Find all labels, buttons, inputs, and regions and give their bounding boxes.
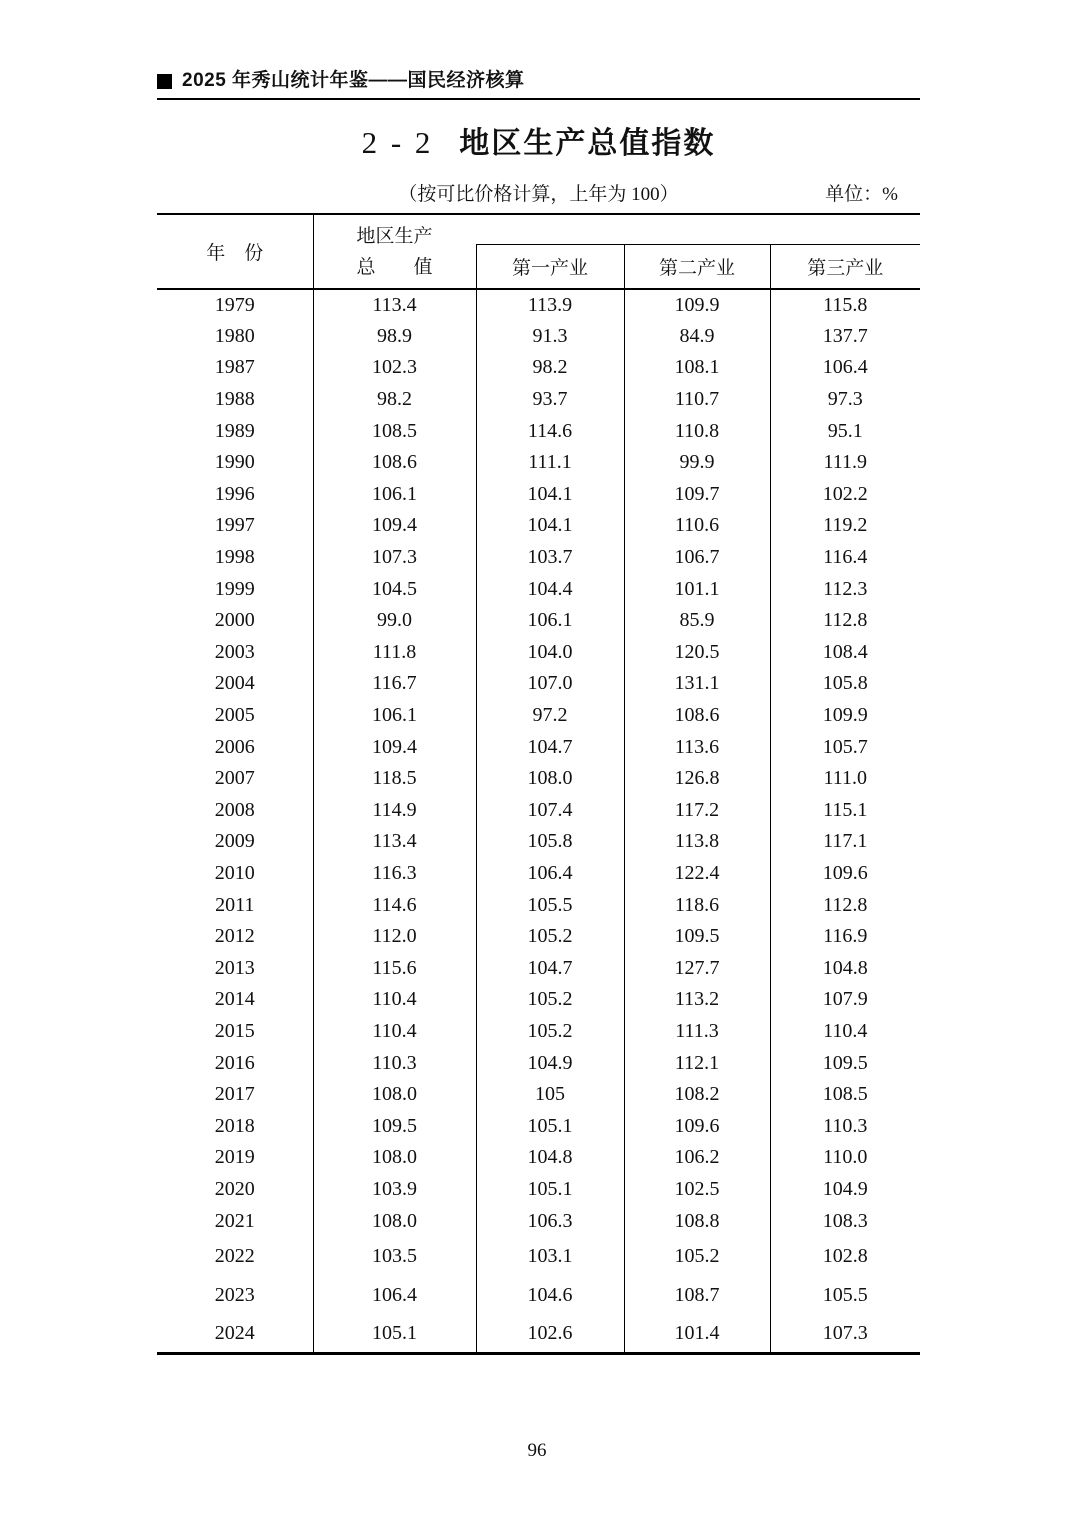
table-row [157, 700, 920, 732]
index-value-cell: 91.3 [476, 321, 624, 353]
industries-header-spacer [476, 214, 920, 244]
index-value-cell: 106.3 [476, 1205, 624, 1237]
index-value-cell: 104.8 [770, 952, 920, 984]
index-value-cell: 106.4 [770, 352, 920, 384]
index-value-cell: 105.1 [476, 1174, 624, 1206]
index-value-cell: 105.5 [770, 1276, 920, 1315]
table-row [157, 1315, 920, 1354]
index-value-cell: 115.1 [770, 795, 920, 827]
index-value-cell: 111.0 [770, 763, 920, 795]
table-row [157, 795, 920, 827]
year-cell: 2015 [214, 1019, 255, 1042]
index-value-cell: 93.7 [476, 384, 624, 416]
index-value-cell: 109.9 [624, 289, 770, 321]
page-content [157, 0, 920, 1355]
index-value-cell: 114.6 [476, 415, 624, 447]
table-row [157, 1016, 920, 1048]
table-row [157, 1205, 920, 1237]
table-body [157, 289, 920, 1354]
index-value-cell: 109.4 [313, 510, 476, 542]
year-cell: 2012 [214, 925, 255, 948]
index-value-cell: 126.8 [624, 763, 770, 795]
year-cell: 1979 [214, 293, 255, 316]
year-cell: 2000 [214, 609, 255, 632]
year-cell: 1990 [214, 451, 255, 474]
index-value-cell: 108.1 [624, 352, 770, 384]
table-row [157, 1174, 920, 1206]
table-row [157, 984, 920, 1016]
index-value-cell: 114.6 [313, 889, 476, 921]
index-value-cell: 98.2 [313, 384, 476, 416]
table-row [157, 858, 920, 890]
index-value-cell: 103.9 [313, 1174, 476, 1206]
col-header-primary-industry: 第一产业 [476, 244, 624, 289]
table-row [157, 321, 920, 353]
index-value-cell: 131.1 [624, 668, 770, 700]
year-cell: 2016 [214, 1051, 255, 1074]
index-value-cell: 105.7 [770, 731, 920, 763]
index-value-cell: 109.9 [770, 700, 920, 732]
index-value-cell: 110.3 [313, 1047, 476, 1079]
year-cell: 2010 [214, 861, 255, 884]
index-value-cell: 110.4 [313, 1016, 476, 1048]
index-value-cell: 105.1 [476, 1110, 624, 1142]
table-row [157, 731, 920, 763]
index-value-cell: 109.4 [313, 731, 476, 763]
col-header-tertiary-industry: 第三产业 [770, 244, 920, 289]
index-value-cell: 107.9 [770, 984, 920, 1016]
running-head-rule [157, 98, 920, 100]
table-row [157, 668, 920, 700]
subtitle-row [157, 182, 920, 208]
index-value-cell: 109.7 [624, 479, 770, 511]
index-value-cell: 105.8 [770, 668, 920, 700]
index-value-cell: 104.8 [476, 1142, 624, 1174]
index-value-cell: 108.8 [624, 1205, 770, 1237]
index-value-cell: 104.9 [770, 1174, 920, 1206]
index-value-cell: 105.2 [624, 1237, 770, 1276]
table-number: 2 - 2 [361, 125, 434, 160]
col-header-grp-line2: 总 值 [356, 256, 433, 278]
index-value-cell: 102.2 [770, 479, 920, 511]
index-value-cell: 112.0 [313, 921, 476, 953]
table-row [157, 1110, 920, 1142]
index-value-cell: 112.1 [624, 1047, 770, 1079]
index-value-cell: 110.0 [770, 1142, 920, 1174]
index-value-cell: 84.9 [624, 321, 770, 353]
index-value-cell: 110.8 [624, 415, 770, 447]
index-value-cell: 108.0 [313, 1079, 476, 1111]
index-value-cell: 106.7 [624, 542, 770, 574]
index-value-cell: 108.0 [313, 1205, 476, 1237]
table-row [157, 921, 920, 953]
index-value-cell: 116.7 [313, 668, 476, 700]
index-value-cell: 115.6 [313, 952, 476, 984]
col-header-secondary-industry: 第二产业 [624, 244, 770, 289]
grp-index-table [157, 213, 920, 1355]
index-value-cell: 110.4 [313, 984, 476, 1016]
col-header-grp-total [313, 214, 476, 289]
index-value-cell: 103.7 [476, 542, 624, 574]
square-bullet-icon [157, 74, 172, 89]
year-cell: 1999 [214, 577, 255, 600]
index-value-cell: 105.2 [476, 984, 624, 1016]
table-row [157, 1276, 920, 1315]
year-cell: 2021 [214, 1209, 255, 1232]
index-value-cell: 104.7 [476, 731, 624, 763]
index-value-cell: 119.2 [770, 510, 920, 542]
index-value-cell: 105.8 [476, 826, 624, 858]
index-value-cell: 122.4 [624, 858, 770, 890]
col-header-year: 年 份 [157, 214, 313, 289]
running-head-title: 2025 年秀山统计年鉴——国民经济核算 [182, 70, 525, 91]
index-value-cell: 118.5 [313, 763, 476, 795]
table-row [157, 826, 920, 858]
table-row [157, 1079, 920, 1111]
index-value-cell: 101.1 [624, 573, 770, 605]
year-cell: 1988 [214, 388, 255, 411]
year-cell: 2022 [214, 1244, 255, 1267]
table-row [157, 447, 920, 479]
year-cell: 1980 [214, 324, 255, 347]
index-value-cell: 106.1 [476, 605, 624, 637]
year-cell: 2019 [214, 1146, 255, 1169]
index-value-cell: 109.6 [624, 1110, 770, 1142]
index-value-cell: 111.1 [476, 447, 624, 479]
index-value-cell: 108.3 [770, 1205, 920, 1237]
index-value-cell: 120.5 [624, 637, 770, 669]
year-cell: 1987 [214, 356, 255, 379]
index-value-cell: 106.4 [313, 1276, 476, 1315]
index-value-cell: 104.0 [476, 637, 624, 669]
index-value-cell: 110.4 [770, 1016, 920, 1048]
index-value-cell: 108.7 [624, 1276, 770, 1315]
table-row [157, 952, 920, 984]
index-value-cell: 127.7 [624, 952, 770, 984]
year-cell: 2013 [214, 956, 255, 979]
year-cell: 2020 [214, 1177, 255, 1200]
year-cell: 2014 [214, 988, 255, 1011]
index-value-cell: 109.6 [770, 858, 920, 890]
index-value-cell: 104.9 [476, 1047, 624, 1079]
table-header [157, 214, 920, 289]
table-row [157, 289, 920, 321]
year-cell: 2003 [214, 640, 255, 663]
year-cell: 1998 [214, 546, 255, 569]
index-value-cell: 108.6 [313, 447, 476, 479]
index-value-cell: 116.9 [770, 921, 920, 953]
header-row-top [157, 214, 920, 244]
index-value-cell: 102.5 [624, 1174, 770, 1206]
index-value-cell: 102.6 [476, 1315, 624, 1354]
index-value-cell: 116.3 [313, 858, 476, 890]
table-title [157, 122, 920, 170]
unit-label: 单位：% [825, 184, 898, 205]
index-value-cell: 95.1 [770, 415, 920, 447]
table-row [157, 1047, 920, 1079]
index-value-cell: 104.7 [476, 952, 624, 984]
index-value-cell: 113.2 [624, 984, 770, 1016]
index-value-cell: 108.6 [624, 700, 770, 732]
index-value-cell: 113.6 [624, 731, 770, 763]
year-cell: 2011 [215, 893, 255, 916]
table-row [157, 1237, 920, 1276]
index-value-cell: 137.7 [770, 321, 920, 353]
index-value-cell: 107.0 [476, 668, 624, 700]
year-cell: 2007 [214, 767, 255, 790]
table-row [157, 1142, 920, 1174]
index-value-cell: 113.8 [624, 826, 770, 858]
index-value-cell: 108.2 [624, 1079, 770, 1111]
index-value-cell: 103.5 [313, 1237, 476, 1276]
index-value-cell: 104.1 [476, 510, 624, 542]
year-cell: 1996 [214, 482, 255, 505]
index-value-cell: 98.9 [313, 321, 476, 353]
index-value-cell: 109.5 [770, 1047, 920, 1079]
table-row [157, 384, 920, 416]
index-value-cell: 99.0 [313, 605, 476, 637]
index-value-cell: 99.9 [624, 447, 770, 479]
index-value-cell: 116.4 [770, 542, 920, 574]
index-value-cell: 117.1 [770, 826, 920, 858]
index-value-cell: 97.3 [770, 384, 920, 416]
running-head [157, 70, 920, 92]
col-header-grp-line1: 地区生产 [356, 225, 433, 247]
index-value-cell: 112.8 [770, 889, 920, 921]
index-value-cell: 109.5 [624, 921, 770, 953]
year-cell: 2009 [214, 830, 255, 853]
year-cell: 2023 [214, 1283, 255, 1306]
table-row [157, 889, 920, 921]
index-value-cell: 112.3 [770, 573, 920, 605]
index-value-cell: 110.7 [624, 384, 770, 416]
index-value-cell: 110.3 [770, 1110, 920, 1142]
index-value-cell: 101.4 [624, 1315, 770, 1354]
table-row [157, 479, 920, 511]
index-value-cell: 108.4 [770, 637, 920, 669]
table-row [157, 415, 920, 447]
index-value-cell: 102.3 [313, 352, 476, 384]
subtitle-note: （按可比价格计算，上年为 100） [398, 184, 679, 205]
index-value-cell: 113.9 [476, 289, 624, 321]
table-row [157, 637, 920, 669]
index-value-cell: 113.4 [313, 289, 476, 321]
index-value-cell: 105 [476, 1079, 624, 1111]
index-value-cell: 107.4 [476, 795, 624, 827]
year-cell: 2008 [214, 798, 255, 821]
index-value-cell: 110.6 [624, 510, 770, 542]
index-value-cell: 104.4 [476, 573, 624, 605]
index-value-cell: 112.8 [770, 605, 920, 637]
index-value-cell: 111.3 [624, 1016, 770, 1048]
page-number: 96 [527, 1440, 547, 1461]
index-value-cell: 97.2 [476, 700, 624, 732]
index-value-cell: 109.5 [313, 1110, 476, 1142]
index-value-cell: 108.5 [313, 415, 476, 447]
table-row [157, 605, 920, 637]
index-value-cell: 85.9 [624, 605, 770, 637]
index-value-cell: 111.8 [313, 637, 476, 669]
index-value-cell: 117.2 [624, 795, 770, 827]
index-value-cell: 104.1 [476, 479, 624, 511]
index-value-cell: 107.3 [770, 1315, 920, 1354]
index-value-cell: 118.6 [624, 889, 770, 921]
index-value-cell: 108.0 [476, 763, 624, 795]
index-value-cell: 105.2 [476, 1016, 624, 1048]
index-value-cell: 102.8 [770, 1237, 920, 1276]
index-value-cell: 106.1 [313, 700, 476, 732]
index-value-cell: 106.1 [313, 479, 476, 511]
index-value-cell: 111.9 [770, 447, 920, 479]
year-cell: 2005 [214, 704, 255, 727]
index-value-cell: 106.2 [624, 1142, 770, 1174]
index-value-cell: 108.0 [313, 1142, 476, 1174]
index-value-cell: 105.1 [313, 1315, 476, 1354]
index-value-cell: 114.9 [313, 795, 476, 827]
index-value-cell: 103.1 [476, 1237, 624, 1276]
table-title-text: 地区生产总值指数 [459, 127, 716, 160]
year-cell: 1989 [214, 419, 255, 442]
index-value-cell: 113.4 [313, 826, 476, 858]
index-value-cell: 104.5 [313, 573, 476, 605]
year-cell: 2006 [214, 735, 255, 758]
index-value-cell: 105.2 [476, 921, 624, 953]
year-cell: 2017 [214, 1083, 255, 1106]
index-value-cell: 98.2 [476, 352, 624, 384]
index-value-cell: 104.6 [476, 1276, 624, 1315]
index-value-cell: 115.8 [770, 289, 920, 321]
table-row [157, 542, 920, 574]
index-value-cell: 105.5 [476, 889, 624, 921]
year-cell: 2004 [214, 672, 255, 695]
year-cell: 2024 [214, 1322, 255, 1345]
year-cell: 2018 [214, 1114, 255, 1137]
year-cell: 1997 [214, 514, 255, 537]
table-row [157, 352, 920, 384]
table-row [157, 763, 920, 795]
index-value-cell: 107.3 [313, 542, 476, 574]
table-row [157, 573, 920, 605]
index-value-cell: 108.5 [770, 1079, 920, 1111]
index-value-cell: 106.4 [476, 858, 624, 890]
table-row [157, 510, 920, 542]
